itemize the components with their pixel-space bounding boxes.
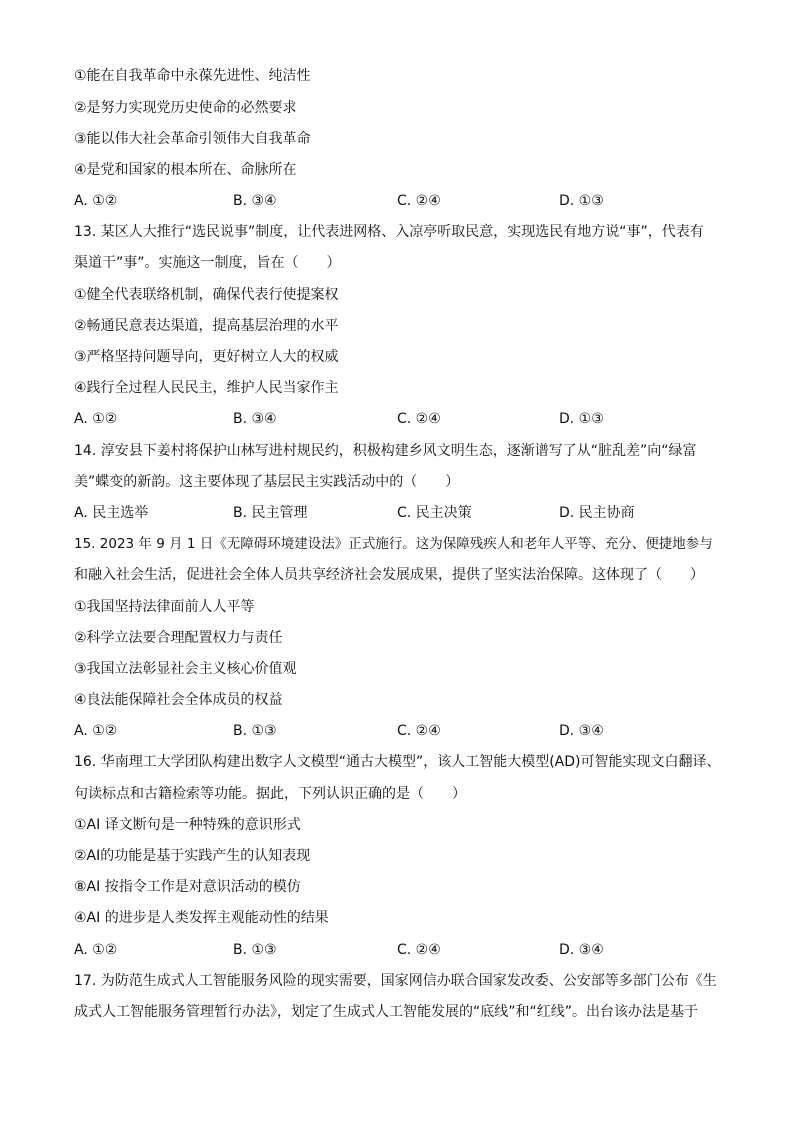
q13-option-a: A. ①②: [74, 411, 118, 427]
q12-option-a: A. ①②: [74, 193, 118, 209]
q15-option-d: D. ③④: [559, 723, 604, 739]
q15-item-3: ③我国立法彰显社会主义核心价值观: [74, 661, 297, 677]
q16-item-2: ②AI的功能是基于实践产生的认知表现: [74, 848, 311, 864]
q13-stem-line-1: 13. 某区人大推行“选民说事”制度，让代表进网格、入凉亭听取民意，实现选民有地方说“事”，代表有: [74, 224, 704, 240]
q15-stem-line-2: 和融入社会生活，促进社会全体人员共享经济社会发展成果，提供了坚实法治保障。这体现了（ ）: [74, 567, 704, 583]
q15-item-4: ④良法能保障社会全体成员的权益: [74, 692, 283, 708]
q16-option-a: A. ①②: [74, 942, 118, 958]
q15-item-1: ①我国坚持法律面前人人平等: [74, 599, 255, 615]
q12-option-d: D. ①③: [559, 193, 604, 209]
q16-option-c: C. ②④: [397, 942, 441, 958]
q16-item-4: ④AI 的进步是人类发挥主观能动性的结果: [74, 910, 329, 926]
q12-options: [74, 191, 724, 211]
q17-stem-line-1: 17. 为防范生成式人工智能服务风险的现实需要，国家网信办联合国家发改委、公安部等多部门公布《生: [74, 973, 717, 989]
q16-stem-line-1: 16. 华南理工大学团队构建出数字人文模型“通古大模型”，该人工智能大模型(AD)可智能实现文白翻译、: [74, 754, 721, 770]
q13-item-3: ③严格坚持问题导向，更好树立人大的权威: [74, 349, 339, 365]
q14-stem-line-1: 14. 淳安县下姜村将保护山林写进村规民约，积极构建乡风文明生态，逐渐谱写了从“脏乱差”向“绿富: [74, 443, 697, 459]
q16-item-3: ⑧AI 按指令工作是对意识活动的模仿: [74, 879, 301, 895]
q17-stem-line-2: 成式人工智能服务管理暂行办法》，划定了生成式人工智能发展的“底线”和“红线”。出台该办法是基于: [74, 1004, 699, 1020]
q13-option-d: D. ①③: [559, 411, 604, 427]
q13-option-c: C. ②④: [397, 411, 441, 427]
q14-stem-line-2: 美”蝶变的新韵。这主要体现了基层民主实践活动中的（ ）: [74, 474, 460, 490]
q13-stem-line-2: 渠道干”事”。实施这一制度，旨在（ ）: [74, 255, 341, 271]
q15-options: [74, 721, 724, 741]
q13-item-1: ①健全代表联络机制，确保代表行使提案权: [74, 287, 339, 303]
q14-option-d: D. 民主协商: [559, 505, 635, 521]
q12-item-1: ①能在自我革命中永葆先进性、纯洁性: [74, 68, 311, 84]
q15-option-b: B. ①③: [233, 723, 277, 739]
q12-item-4: ④是党和国家的根本所在、命脉所在: [74, 162, 297, 178]
q12-item-2: ②是努力实现党历史使命的必然要求: [74, 100, 297, 116]
q16-option-d: D. ③④: [559, 942, 604, 958]
q13-options: [74, 409, 724, 429]
q16-item-1: ①AI 译文断句是一种特殊的意识形式: [74, 817, 301, 833]
q16-options: [74, 940, 724, 960]
q13-item-4: ④践行全过程人民民主，维护人民当家作主: [74, 380, 339, 396]
q12-option-b: B. ③④: [233, 193, 277, 209]
q15-option-c: C. ②④: [397, 723, 441, 739]
q16-stem-line-2: 句读标点和古籍检索等功能。据此，下列认识正确的是（ ）: [74, 786, 466, 802]
q12-option-c: C. ②④: [397, 193, 441, 209]
q14-option-c: C. 民主决策: [397, 505, 472, 521]
q15-option-a: A. ①②: [74, 723, 118, 739]
q13-option-b: B. ③④: [233, 411, 277, 427]
q13-item-2: ②畅通民意表达渠道，提高基层治理的水平: [74, 318, 339, 334]
q15-item-2: ②科学立法要合理配置权力与责任: [74, 630, 283, 646]
q15-stem-line-1: 15. 2023 年 9 月 1 日《无障碍环境建设法》正式施行。这为保障残疾人和老年人平等、充分、便捷地参与: [74, 536, 713, 552]
q14-option-a: A. 民主选举: [74, 505, 149, 521]
q14-option-b: B. 民主管理: [233, 505, 308, 521]
q16-option-b: B. ①③: [233, 942, 277, 958]
q12-item-3: ③能以伟大社会革命引领伟大自我革命: [74, 131, 311, 147]
q14-options: [74, 503, 724, 523]
